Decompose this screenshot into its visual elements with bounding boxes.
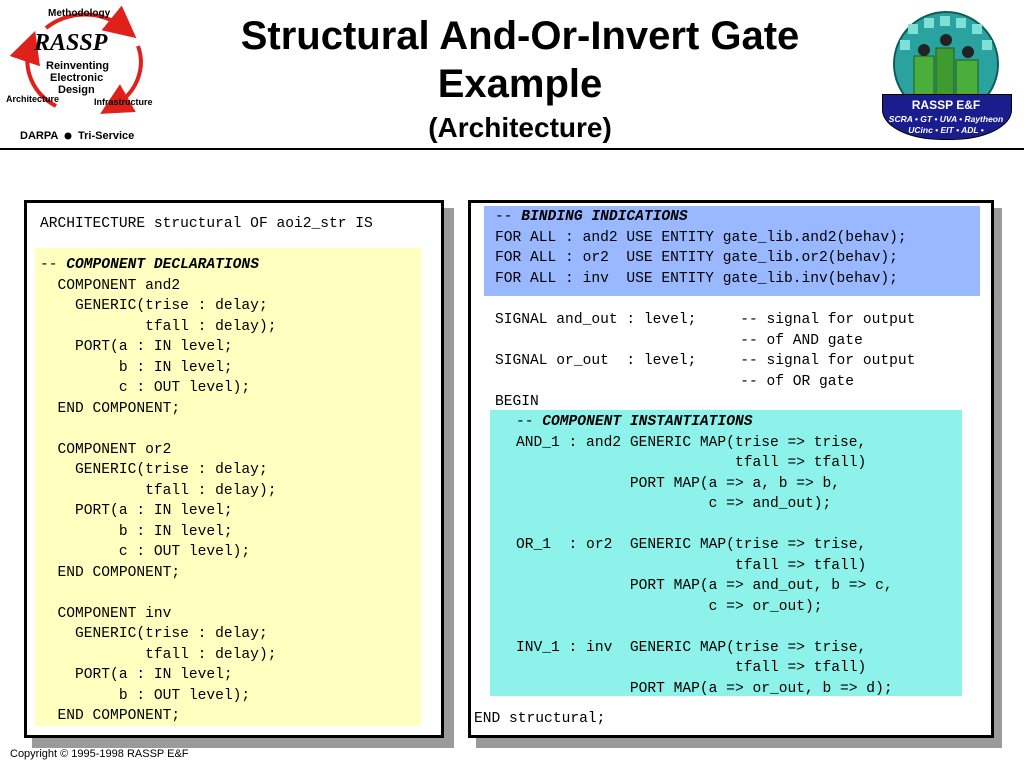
rassp-logo bbox=[6, 6, 164, 146]
logo-ef-line1: SCRA • GT • UVA • Raytheon bbox=[888, 114, 1004, 124]
header-divider bbox=[0, 148, 1024, 150]
code-line: BEGIN bbox=[495, 394, 539, 410]
code-line: PORT(a : IN level; bbox=[40, 667, 233, 683]
code-line: AND_1 : and2 GENERIC MAP(trise => trise, bbox=[516, 434, 867, 451]
code-line: c => and_out); bbox=[516, 496, 832, 512]
code-line: INV_1 : inv GENERIC MAP(trise => trise, bbox=[516, 639, 867, 656]
code-line: COMPONENT inv bbox=[40, 605, 172, 622]
logo-ef-line2: UCinc • EIT • ADL • bbox=[908, 125, 984, 135]
logo-line3: Design bbox=[58, 84, 95, 96]
code-line: OR_1 : or2 GENERIC MAP(trise => trise, bbox=[516, 537, 867, 553]
code-line: c => or_out); bbox=[516, 598, 823, 615]
code-line: c : OUT level); bbox=[40, 544, 251, 560]
logo-tri-service: Tri-Service bbox=[78, 130, 135, 142]
logo-line1: Reinventing bbox=[46, 60, 109, 72]
code-line: PORT(a : IN level; bbox=[40, 339, 233, 355]
code-line: b : IN level; bbox=[40, 523, 233, 540]
comment-text: BINDING INDICATIONS bbox=[521, 209, 688, 225]
logo-darpa: DARPA bbox=[20, 130, 59, 142]
code-line: tfall => tfall) bbox=[516, 557, 867, 574]
code-line: FOR ALL : inv USE ENTITY gate_lib.inv(behav); bbox=[495, 270, 898, 287]
code-line: SIGNAL and_out : level; -- signal for output bbox=[495, 312, 916, 328]
code-line: FOR ALL : or2 USE ENTITY gate_lib.or2(behav); bbox=[495, 250, 898, 266]
page-title-line2: Example bbox=[437, 62, 603, 106]
code-line: tfall => tfall) bbox=[516, 455, 867, 471]
code-line: GENERIC(trise : delay; bbox=[40, 298, 268, 314]
comment-text: COMPONENT INSTANTIATIONS bbox=[542, 414, 753, 430]
comment-prefix: -- bbox=[516, 414, 543, 430]
code-line: END COMPONENT; bbox=[40, 564, 181, 581]
code-line: FOR ALL : and2 USE ENTITY gate_lib.and2(behav); bbox=[495, 229, 907, 246]
logo-infrastructure: Infrastructure bbox=[94, 97, 153, 107]
code-line: GENERIC(trise : delay; bbox=[40, 626, 268, 642]
globe-icon bbox=[878, 6, 1018, 106]
copyright-footer: Copyright © 1995-1998 RASSP E&F bbox=[10, 748, 189, 760]
rassp-ef-logo bbox=[878, 6, 1018, 142]
code-line: c : OUT level); bbox=[40, 380, 251, 396]
code-line: PORT MAP(a => a, b => b, bbox=[516, 475, 841, 492]
code-line: tfall : delay); bbox=[40, 318, 277, 335]
signal-declarations-code bbox=[495, 310, 915, 413]
code-line: b : OUT level); bbox=[40, 687, 251, 704]
end-structural: END structural; bbox=[474, 711, 606, 727]
logo-rassp: RASSP bbox=[34, 30, 108, 56]
logo-architecture: Architecture bbox=[6, 94, 60, 104]
code-line bbox=[40, 419, 276, 440]
code-line bbox=[40, 583, 276, 604]
component-instantiations-comment bbox=[516, 412, 752, 433]
page-subtitle: (Architecture) bbox=[428, 112, 612, 143]
logo-methodology: Methodology bbox=[48, 8, 111, 19]
component-instantiations-code bbox=[516, 433, 893, 700]
code-line: PORT MAP(a => or_out, b => d); bbox=[516, 680, 893, 697]
logo-ef-name: RASSP E&F bbox=[911, 98, 981, 112]
code-line bbox=[516, 515, 893, 536]
architecture-header: ARCHITECTURE structural OF aoi2_str IS bbox=[40, 216, 373, 232]
code-line: GENERIC(trise : delay; bbox=[40, 462, 268, 478]
code-line: b : IN level; bbox=[40, 359, 233, 376]
code-line bbox=[516, 617, 893, 638]
code-line: -- of OR gate bbox=[495, 373, 855, 390]
component-declarations-comment bbox=[40, 255, 259, 276]
logo-line2: Electronic bbox=[50, 72, 104, 84]
binding-indications-comment bbox=[495, 207, 688, 228]
comment-prefix: -- bbox=[40, 257, 67, 273]
code-line: PORT MAP(a => and_out, b => c, bbox=[516, 578, 893, 594]
code-line: COMPONENT and2 bbox=[40, 277, 181, 294]
code-line: COMPONENT or2 bbox=[40, 441, 172, 458]
code-line: SIGNAL or_out : level; -- signal for output bbox=[495, 353, 916, 369]
code-line: tfall => tfall) bbox=[516, 660, 867, 676]
code-line: tfall : delay); bbox=[40, 646, 277, 663]
code-line: END COMPONENT; bbox=[40, 708, 181, 724]
page-title: Structural And-Or-Invert Gate bbox=[240, 14, 800, 58]
comment-text: COMPONENT DECLARATIONS bbox=[66, 257, 259, 273]
binding-indications-code bbox=[495, 228, 907, 290]
code-line: -- of AND gate bbox=[495, 332, 863, 349]
comment-prefix: -- bbox=[495, 209, 522, 225]
component-declarations-code bbox=[40, 276, 276, 727]
code-line: PORT(a : IN level; bbox=[40, 503, 233, 519]
code-line: tfall : delay); bbox=[40, 482, 277, 499]
code-line: END COMPONENT; bbox=[40, 400, 181, 417]
